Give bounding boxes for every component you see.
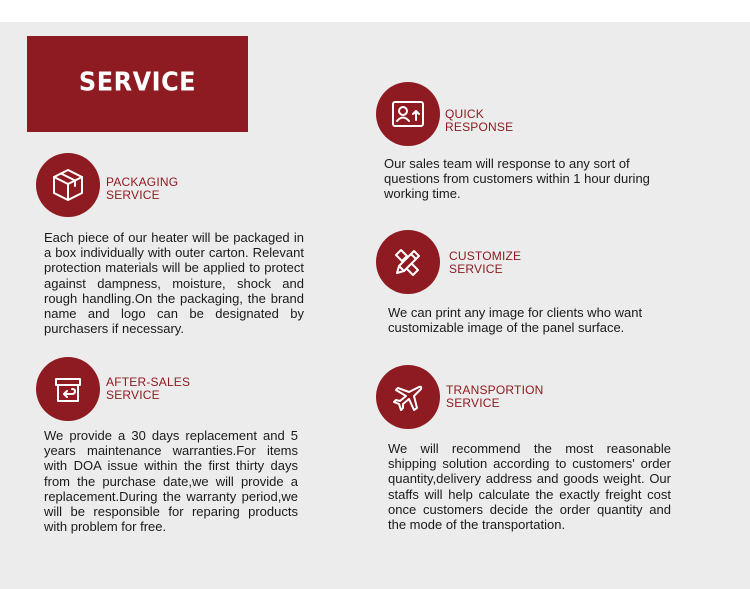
pencil-ruler-icon: [376, 230, 440, 294]
after-sales-service-description: We provide a 30 days replacement and 5 years maintenance warranties.For items with DOA issue within the first thirty days from the purchase date,we will provide a replacement.During the warranty period,we will be responsible for reparing products with problem for free.: [44, 428, 298, 535]
box-icon: [36, 153, 100, 217]
service-banner: [27, 36, 248, 132]
quick-response-label: [445, 108, 513, 134]
label-line: TRANSPORTION: [446, 383, 544, 397]
label-line: SERVICE: [446, 396, 500, 410]
label-line: QUICK: [445, 107, 485, 121]
after-sales-service-label: [106, 376, 190, 402]
customize-service-label: [449, 250, 521, 276]
quick-response-description: Our sales team will response to any sort of questions from customers within 1 hour during working time.: [384, 156, 650, 202]
service-panel: [0, 22, 750, 589]
label-line: SERVICE: [106, 188, 160, 202]
airplane-icon: [376, 365, 440, 429]
label-line: SERVICE: [449, 262, 503, 276]
label-line: AFTER-SALES: [106, 375, 191, 389]
label-line: RESPONSE: [445, 120, 514, 134]
label-line: CUSTOMIZE: [449, 249, 522, 263]
banner-title: SERVICE: [78, 66, 197, 98]
return-box-icon: [36, 357, 100, 421]
packaging-service-label: [106, 176, 178, 202]
transportion-service-label: [446, 384, 544, 410]
contact-card-icon: [376, 82, 440, 146]
label-line: PACKAGING: [106, 175, 179, 189]
packaging-service-description: Each piece of our heater will be packaged in a box individually with outer carton. Relevant protection materials will be applied to protect against dampness, moisture, shock and rough handling.On the packaging, the brand name and logo can be designated by purchasers if necessary.: [44, 230, 304, 337]
label-line: SERVICE: [106, 388, 160, 402]
transportion-service-description: We will recommend the most reasonable shipping solution according to customers' order quantity,delivery address and goods weight. Our staffs will help calculate the exactly freight cost once customers decide the order quantity and the mode of the transportation.: [388, 441, 671, 533]
customize-service-description: We can print any image for clients who want customizable image of the panel surface.: [388, 305, 643, 336]
